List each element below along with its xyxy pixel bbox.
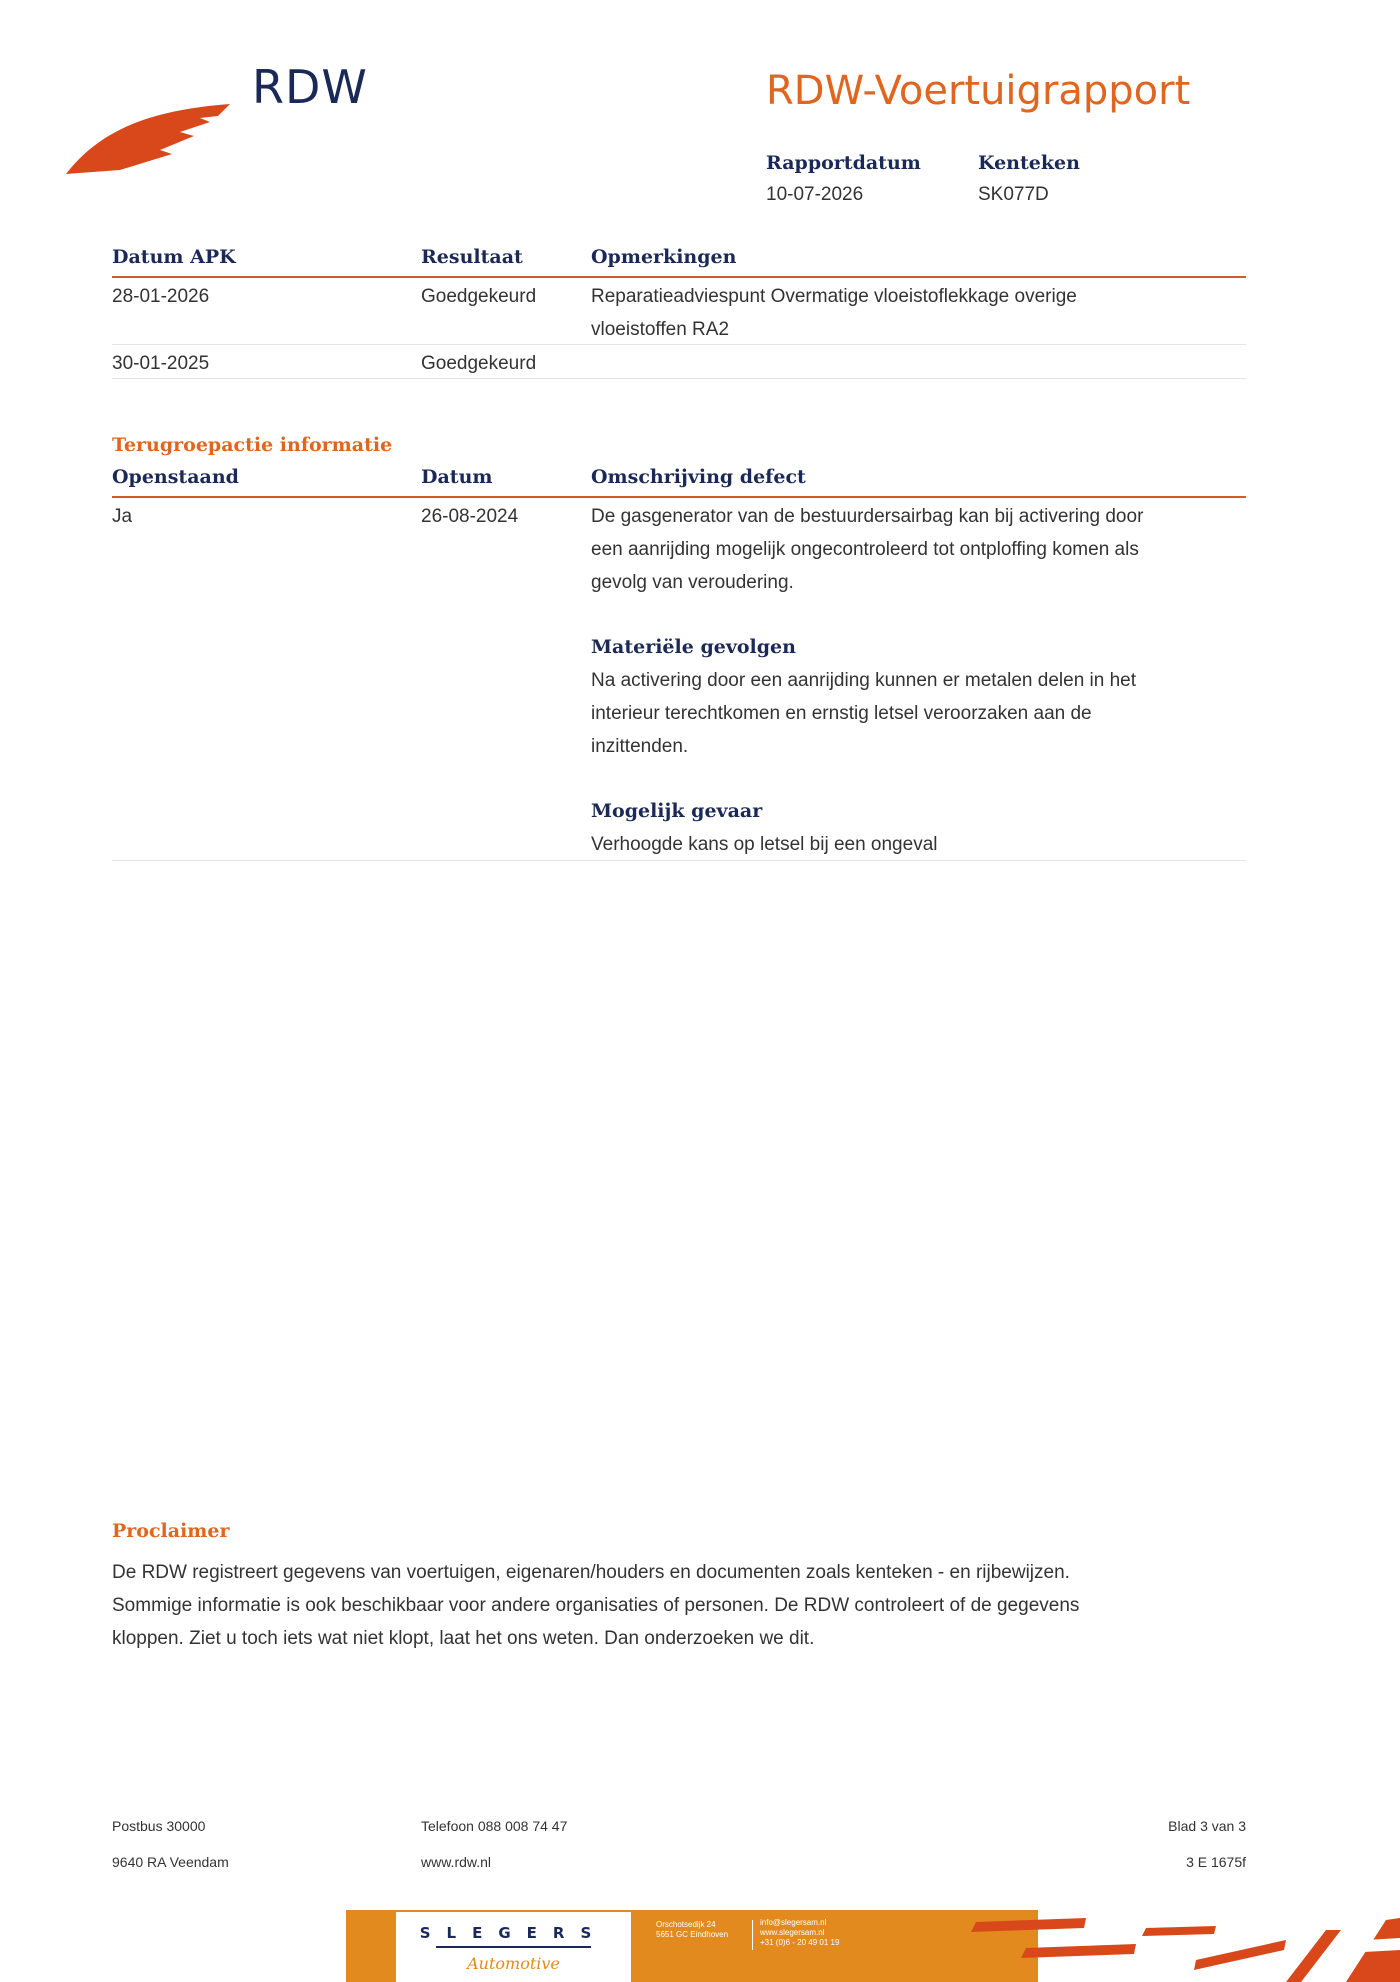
dealer-subtitle: Automotive	[467, 1954, 560, 1973]
table-row	[112, 345, 1246, 379]
consequences-line: interieur terechtkomen en ernstig letsel veroorzaken aan de	[591, 703, 1092, 724]
report-date-value: 10-07-2026	[766, 184, 864, 205]
plate-value: SK077D	[978, 184, 1049, 205]
apk-remark-line: Reparatieadviespunt Overmatige vloeistoflekkage overige	[591, 286, 1077, 307]
dealer-web[interactable]: www.slegersam.nl	[760, 1928, 825, 1937]
disclaimer-text	[112, 1556, 1252, 1655]
table-row	[112, 498, 1246, 861]
dealer-stripes-graphic	[766, 1910, 1400, 1982]
apk-remark-line: vloeistoffen RA2	[591, 319, 730, 340]
apk-table	[112, 246, 1246, 379]
footer-city: 9640 RA Veendam	[112, 1854, 229, 1870]
dealer-email[interactable]: info@slegersam.nl	[760, 1918, 827, 1927]
recall-description	[591, 500, 1246, 861]
consequences-title: Materiële gevolgen	[591, 636, 796, 658]
recall-table-header	[112, 466, 1246, 498]
footer-website[interactable]: www.rdw.nl	[421, 1854, 492, 1870]
footer-postbus: Postbus 30000	[112, 1818, 206, 1834]
dealer-phone: +31 (0)6 - 20 49 01 19	[760, 1938, 840, 1947]
recall-header-date: Datum	[421, 466, 493, 488]
apk-header-date: Datum APK	[112, 246, 236, 268]
disclaimer	[112, 1520, 1252, 1655]
recall-date: 26-08-2024	[421, 506, 519, 527]
table-row	[112, 278, 1246, 345]
dealer-name: SLEGERS	[419, 1924, 608, 1942]
defect-line: een aanrijding mogelijk ongecontroleerd tot ontploffing komen als	[591, 539, 1139, 560]
apk-header-result: Resultaat	[421, 246, 523, 268]
apk-result: Goedgekeurd	[421, 286, 537, 307]
disclaimer-line: De RDW registreert gegevens van voertuigen, eigenaren/houders en documenten zoals kenteken - en rijbewijzen.	[112, 1562, 1070, 1583]
dealer-banner	[346, 1910, 1400, 1982]
dealer-divider	[752, 1920, 753, 1950]
dealer-address-line: Orschotsedijk 24	[656, 1920, 716, 1929]
apk-remark	[591, 280, 1246, 346]
defect-line: gevolg van veroudering.	[591, 572, 794, 593]
consequences-line: inzittenden.	[591, 736, 689, 757]
footer-phone: Telefoon 088 008 74 47	[421, 1818, 568, 1834]
dealer-logo	[396, 1912, 631, 1982]
recall-open: Ja	[112, 506, 133, 527]
report-title: RDW-Voertuigrapport	[766, 68, 1191, 114]
disclaimer-line: Sommige informatie is ook beschikbaar voor andere organisaties of personen. De RDW controleert of de gegevens	[112, 1595, 1080, 1616]
apk-date: 30-01-2025	[112, 353, 210, 374]
apk-date: 28-01-2026	[112, 286, 210, 307]
recall-section-title: Terugroepactie informatie	[112, 434, 393, 456]
recall-header-open: Openstaand	[112, 466, 239, 488]
plate-label: Kenteken	[978, 152, 1080, 174]
defect-line: De gasgenerator van de bestuurdersairbag kan bij activering door	[591, 506, 1144, 527]
recall-table	[112, 466, 1246, 861]
brand-wordmark: RDW	[252, 60, 368, 114]
recall-header-defect: Omschrijving defect	[591, 466, 806, 488]
dealer-address-line: 5651 GC Eindhoven	[656, 1930, 729, 1939]
danger-title: Mogelijk gevaar	[591, 800, 763, 822]
disclaimer-line: kloppen. Ziet u toch iets wat niet klopt, laat het ons weten. Dan onderzoeken we dit.	[112, 1628, 815, 1649]
danger-text: Verhoogde kans op letsel bij een ongeval	[591, 834, 938, 855]
consequences-line: Na activering door een aanrijding kunnen er metalen delen in het	[591, 670, 1137, 691]
footer-code: 3 E 1675f	[1186, 1854, 1246, 1870]
apk-result: Goedgekeurd	[421, 353, 537, 374]
dealer-logo-rule	[436, 1946, 591, 1948]
apk-table-header	[112, 246, 1246, 278]
apk-header-remarks: Opmerkingen	[591, 246, 737, 268]
disclaimer-title: Proclaimer	[112, 1520, 230, 1542]
footer-page-number: Blad 3 van 3	[1168, 1818, 1246, 1834]
rdw-logo	[60, 60, 240, 180]
report-date-label: Rapportdatum	[766, 152, 921, 174]
